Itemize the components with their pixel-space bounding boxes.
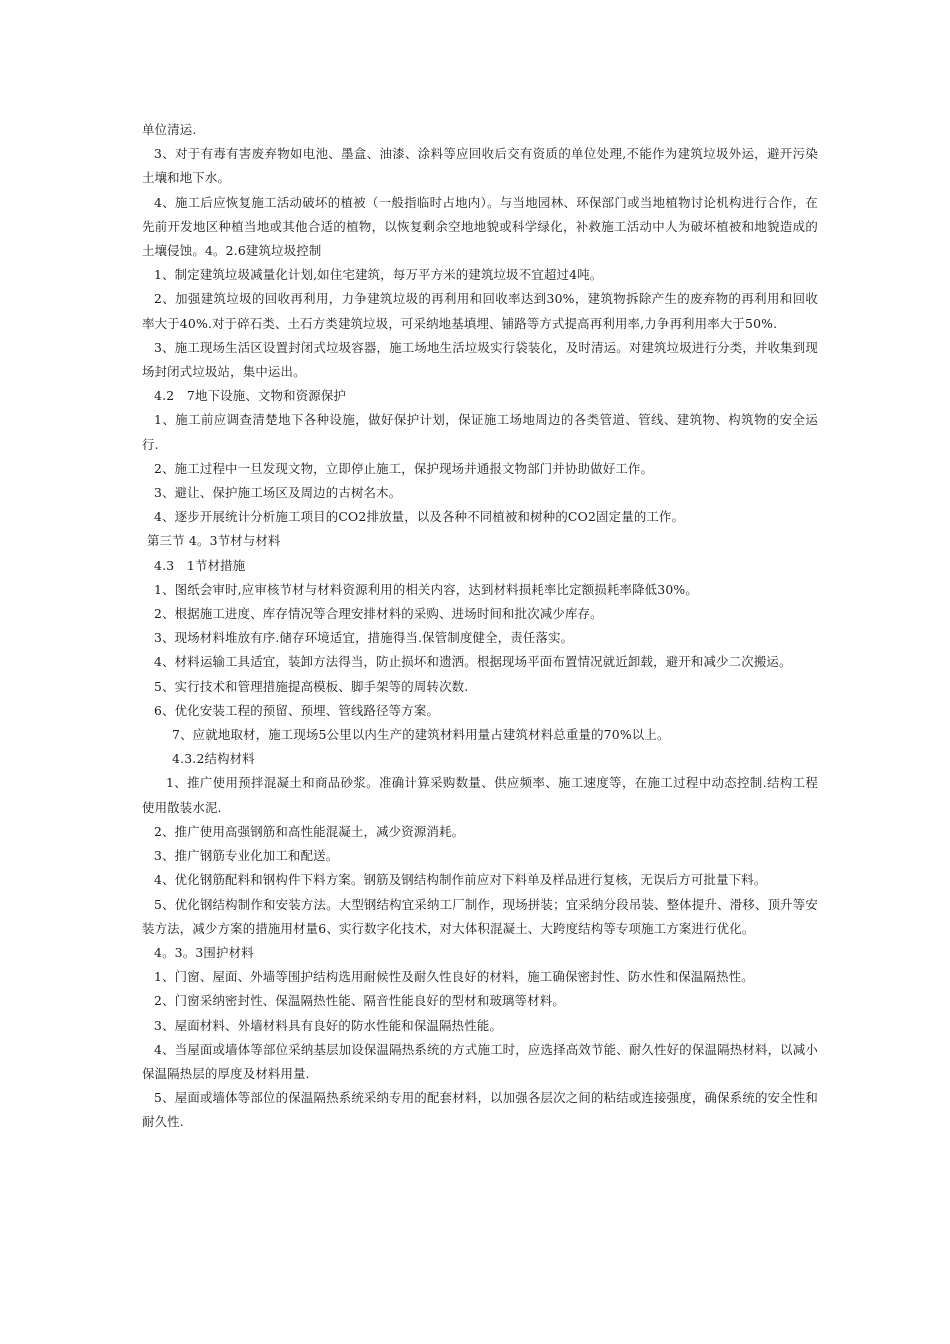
paragraph: 1、图纸会审时,应审核节材与材料资源利用的相关内容，达到材料损耗率比定额损耗率降低30%。 [154, 581, 698, 597]
paragraph: 3、屋面材料、外墙材料具有良好的防水性能和保温隔热性能。 [154, 1017, 503, 1033]
chapter-heading: 第三节 4。3节材与材料 [147, 533, 281, 549]
paragraph: 3、推广钢筋专业化加工和配送。 [154, 848, 339, 864]
paragraph: 4、优化钢筋配料和钢构件下料方案。钢筋及钢结构制作前应对下料单及样品进行复核，无误后方可批量下料。 [154, 872, 767, 888]
paragraph: 4、施工后应恢复施工活动破坏的植被（一般指临时占地内）。与当地园林、环保部门或当地植物讨论机构进行合作，在先前开发地区种植当地或其他合适的植物，以恢复剩余空地地貌或科学绿化，补救施工活动中人为破坏植被和地貌造成的土壤侵蚀。4。2.6建筑垃圾控制 [142, 194, 818, 259]
section-heading: 4.3.2结构材料 [172, 751, 255, 767]
paragraph: 4、当屋面或墙体等部位采纳基层加设保温隔热系统的方式施工时，应选择高效节能、耐久性好的保温隔热材料，以减小保温隔热层的厚度及材料用量. [142, 1041, 818, 1081]
paragraph: 3、施工现场生活区设置封闭式垃圾容器，施工场地生活垃圾实行袋装化，及时清运。对建筑垃圾进行分类，并收集到现场封闭式垃圾站，集中运出。 [142, 339, 818, 380]
paragraph: 3、对于有毒有害废弃物如电池、墨盒、油漆、涂料等应回收后交有资质的单位处理,不能作为建筑垃圾外运，避开污染土壤和地下水。 [142, 146, 818, 186]
paragraph: 6、优化安装工程的预留、预埋、管线路径等方案。 [154, 702, 440, 718]
paragraph: 2、推广使用高强钢筋和高性能混凝土，减少资源消耗。 [154, 823, 465, 839]
section-heading: 4.3 1节材措施 [154, 557, 246, 573]
paragraph: 5、实行技术和管理措施提高模板、脚手架等的周转次数. [154, 678, 469, 694]
paragraph: 4、逐步开展统计分析施工项目的CO2排放量，以及各种不同植被和树种的CO2固定量的工作。 [154, 509, 685, 525]
section-heading: 4.2 7地下设施、文物和资源保护 [154, 388, 347, 404]
paragraph: 单位清运. [142, 122, 197, 137]
paragraph: 2、加强建筑垃圾的回收再利用，力争建筑垃圾的再利用和回收率达到30%，建筑物拆除产生的废弃物的再利用和回收率大于40%.对于碎石类、土石方类建筑垃圾，可采纳地基填埋、铺路等方式提高再利用率,力争再利用率大于50%. [142, 291, 818, 331]
paragraph: 1、制定建筑垃圾减量化计划,如住宅建筑，每万平方米的建筑垃圾不宜超过4吨。 [154, 267, 603, 283]
document-page [142, 118, 818, 1135]
paragraph: 2、根据施工进度、库存情况等合理安排材料的采购、进场时间和批次减少库存。 [154, 606, 603, 622]
paragraph: 3、避让、保护施工场区及周边的古树名木。 [154, 485, 402, 501]
paragraph: 2、施工过程中一旦发现文物，立即停止施工，保护现场并通报文物部门并协助做好工作。 [154, 460, 654, 476]
paragraph: 2、门窗采纳密封性、保温隔热性能、隔音性能良好的型材和玻璃等材料。 [154, 993, 565, 1009]
paragraph: 1、推广使用预拌混凝土和商品砂浆。准确计算采购数量、供应频率、施工速度等，在施工过程中动态控制.结构工程使用散装水泥. [142, 775, 818, 815]
paragraph: 7、应就地取材，施工现场5公里以内生产的建筑材料用量占建筑材料总重量的70%以上。 [172, 727, 670, 743]
paragraph: 1、施工前应调查清楚地下各种设施，做好保护计划，保证施工场地周边的各类管道、管线、建筑物、构筑物的安全运行. [142, 412, 818, 452]
paragraph: 4、材料运输工具适宜，装卸方法得当，防止损坏和遗洒。根据现场平面布置情况就近卸载，避开和减少二次搬运。 [154, 654, 792, 670]
paragraph: 5、屋面或墙体等部位的保温隔热系统采纳专用的配套材料，以加强各层次之间的粘结或连接强度，确保系统的安全性和耐久性. [142, 1090, 818, 1130]
section-heading: 4。3。3围护材料 [154, 944, 254, 960]
paragraph: 1、门窗、屋面、外墙等围护结构选用耐候性及耐久性良好的材料，施工确保密封性、防水性和保温隔热性。 [154, 969, 754, 985]
paragraph: 3、现场材料堆放有序.储存环境适宜，措施得当.保管制度健全，责任落实。 [154, 630, 574, 646]
paragraph: 5、优化钢结构制作和安装方法。大型钢结构宜采纳工厂制作，现场拼装；宜采纳分段吊装、整体提升、滑移、顶升等安装方法，减少方案的措施用材量6、实行数字化技术，对大体积混凝土、大跨度结构等专项施工方案进行优化。 [142, 896, 818, 936]
